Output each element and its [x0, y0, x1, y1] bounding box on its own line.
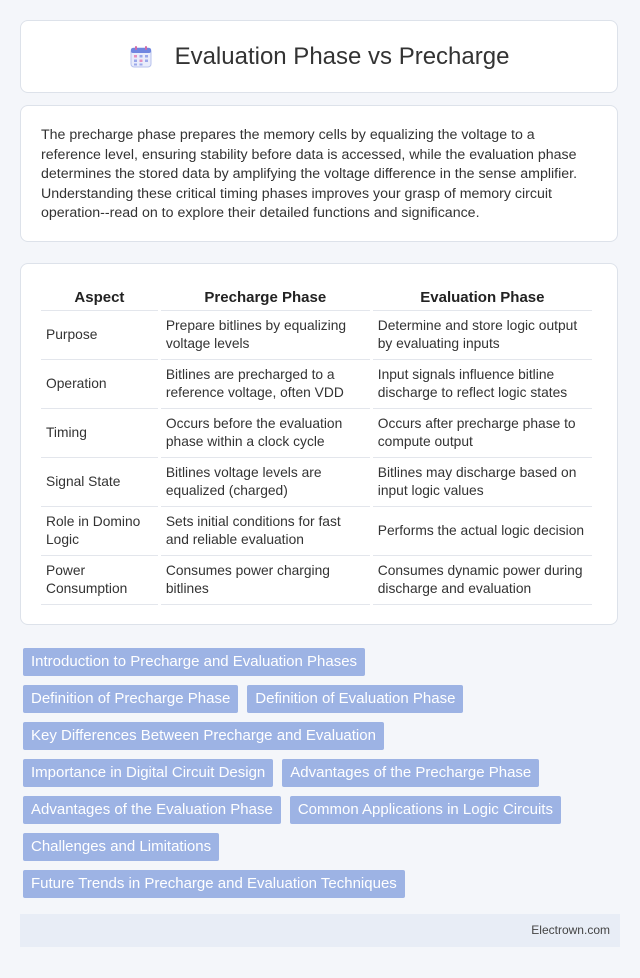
calendar-icon — [129, 45, 153, 69]
table-row — [41, 311, 592, 360]
page-title: Evaluation Phase vs Precharge — [174, 42, 510, 70]
cell-aspect: Purpose — [41, 311, 158, 360]
cell-precharge: Prepare bitlines by equalizing voltage levels — [161, 311, 370, 360]
cell-precharge: Bitlines voltage levels are equalized (charged) — [161, 458, 370, 507]
cell-aspect: Signal State — [41, 458, 158, 507]
cell-evaluation: Input signals influence bitline discharge to reflect logic states — [373, 360, 592, 409]
topic-link[interactable]: Common Applications in Logic Circuits — [290, 796, 561, 824]
cell-precharge: Bitlines are precharged to a reference voltage, often VDD — [161, 360, 370, 409]
topic-link[interactable]: Importance in Digital Circuit Design — [23, 759, 273, 787]
table-row — [41, 360, 592, 409]
table-row — [41, 507, 592, 556]
table-row — [41, 409, 592, 458]
cell-aspect: Role in Domino Logic — [41, 507, 158, 556]
table-row — [41, 458, 592, 507]
cell-aspect: Timing — [41, 409, 158, 458]
topic-link[interactable]: Introduction to Precharge and Evaluation Phases — [23, 648, 365, 676]
table-header-row — [41, 284, 592, 311]
cell-evaluation: Performs the actual logic decision — [373, 507, 592, 556]
cell-aspect: Operation — [41, 360, 158, 409]
cell-precharge: Consumes power charging bitlines — [161, 556, 370, 605]
title-card — [20, 20, 618, 93]
header-aspect: Aspect — [41, 284, 158, 311]
footer-site-link[interactable]: Electrown.com — [531, 923, 610, 937]
topic-link[interactable]: Key Differences Between Precharge and Evaluation — [23, 722, 384, 750]
cell-precharge: Sets initial conditions for fast and reliable evaluation — [161, 507, 370, 556]
header-precharge: Precharge Phase — [161, 284, 370, 311]
table-row — [41, 556, 592, 605]
header-evaluation: Evaluation Phase — [373, 284, 592, 311]
intro-card — [20, 105, 618, 242]
topic-link[interactable]: Advantages of the Precharge Phase — [282, 759, 539, 787]
footer — [20, 914, 620, 947]
cell-evaluation: Determine and store logic output by evaluating inputs — [373, 311, 592, 360]
intro-text: The precharge phase prepares the memory cells by equalizing the voltage to a reference level, ensuring stability before data is accessed, while the evaluation phase determines the stored data by amplifying the voltage difference in the sense amplifier. Understanding these critical timing phases improves your grasp of memory circuit operation--read on to explore their detailed functions and significance. — [41, 127, 578, 221]
topic-links — [23, 648, 623, 907]
cell-precharge: Occurs before the evaluation phase within a clock cycle — [161, 409, 370, 458]
cell-evaluation: Occurs after precharge phase to compute output — [373, 409, 592, 458]
topic-link[interactable]: Definition of Evaluation Phase — [247, 685, 463, 713]
cell-evaluation: Consumes dynamic power during discharge and evaluation — [373, 556, 592, 605]
topic-link[interactable]: Advantages of the Evaluation Phase — [23, 796, 281, 824]
topic-link[interactable]: Challenges and Limitations — [23, 833, 219, 861]
topic-link[interactable]: Definition of Precharge Phase — [23, 685, 238, 713]
cell-aspect: Power Consumption — [41, 556, 158, 605]
comparison-table-card — [20, 263, 618, 625]
cell-evaluation: Bitlines may discharge based on input logic values — [373, 458, 592, 507]
comparison-table — [38, 284, 595, 605]
topic-link[interactable]: Future Trends in Precharge and Evaluation Techniques — [23, 870, 405, 898]
